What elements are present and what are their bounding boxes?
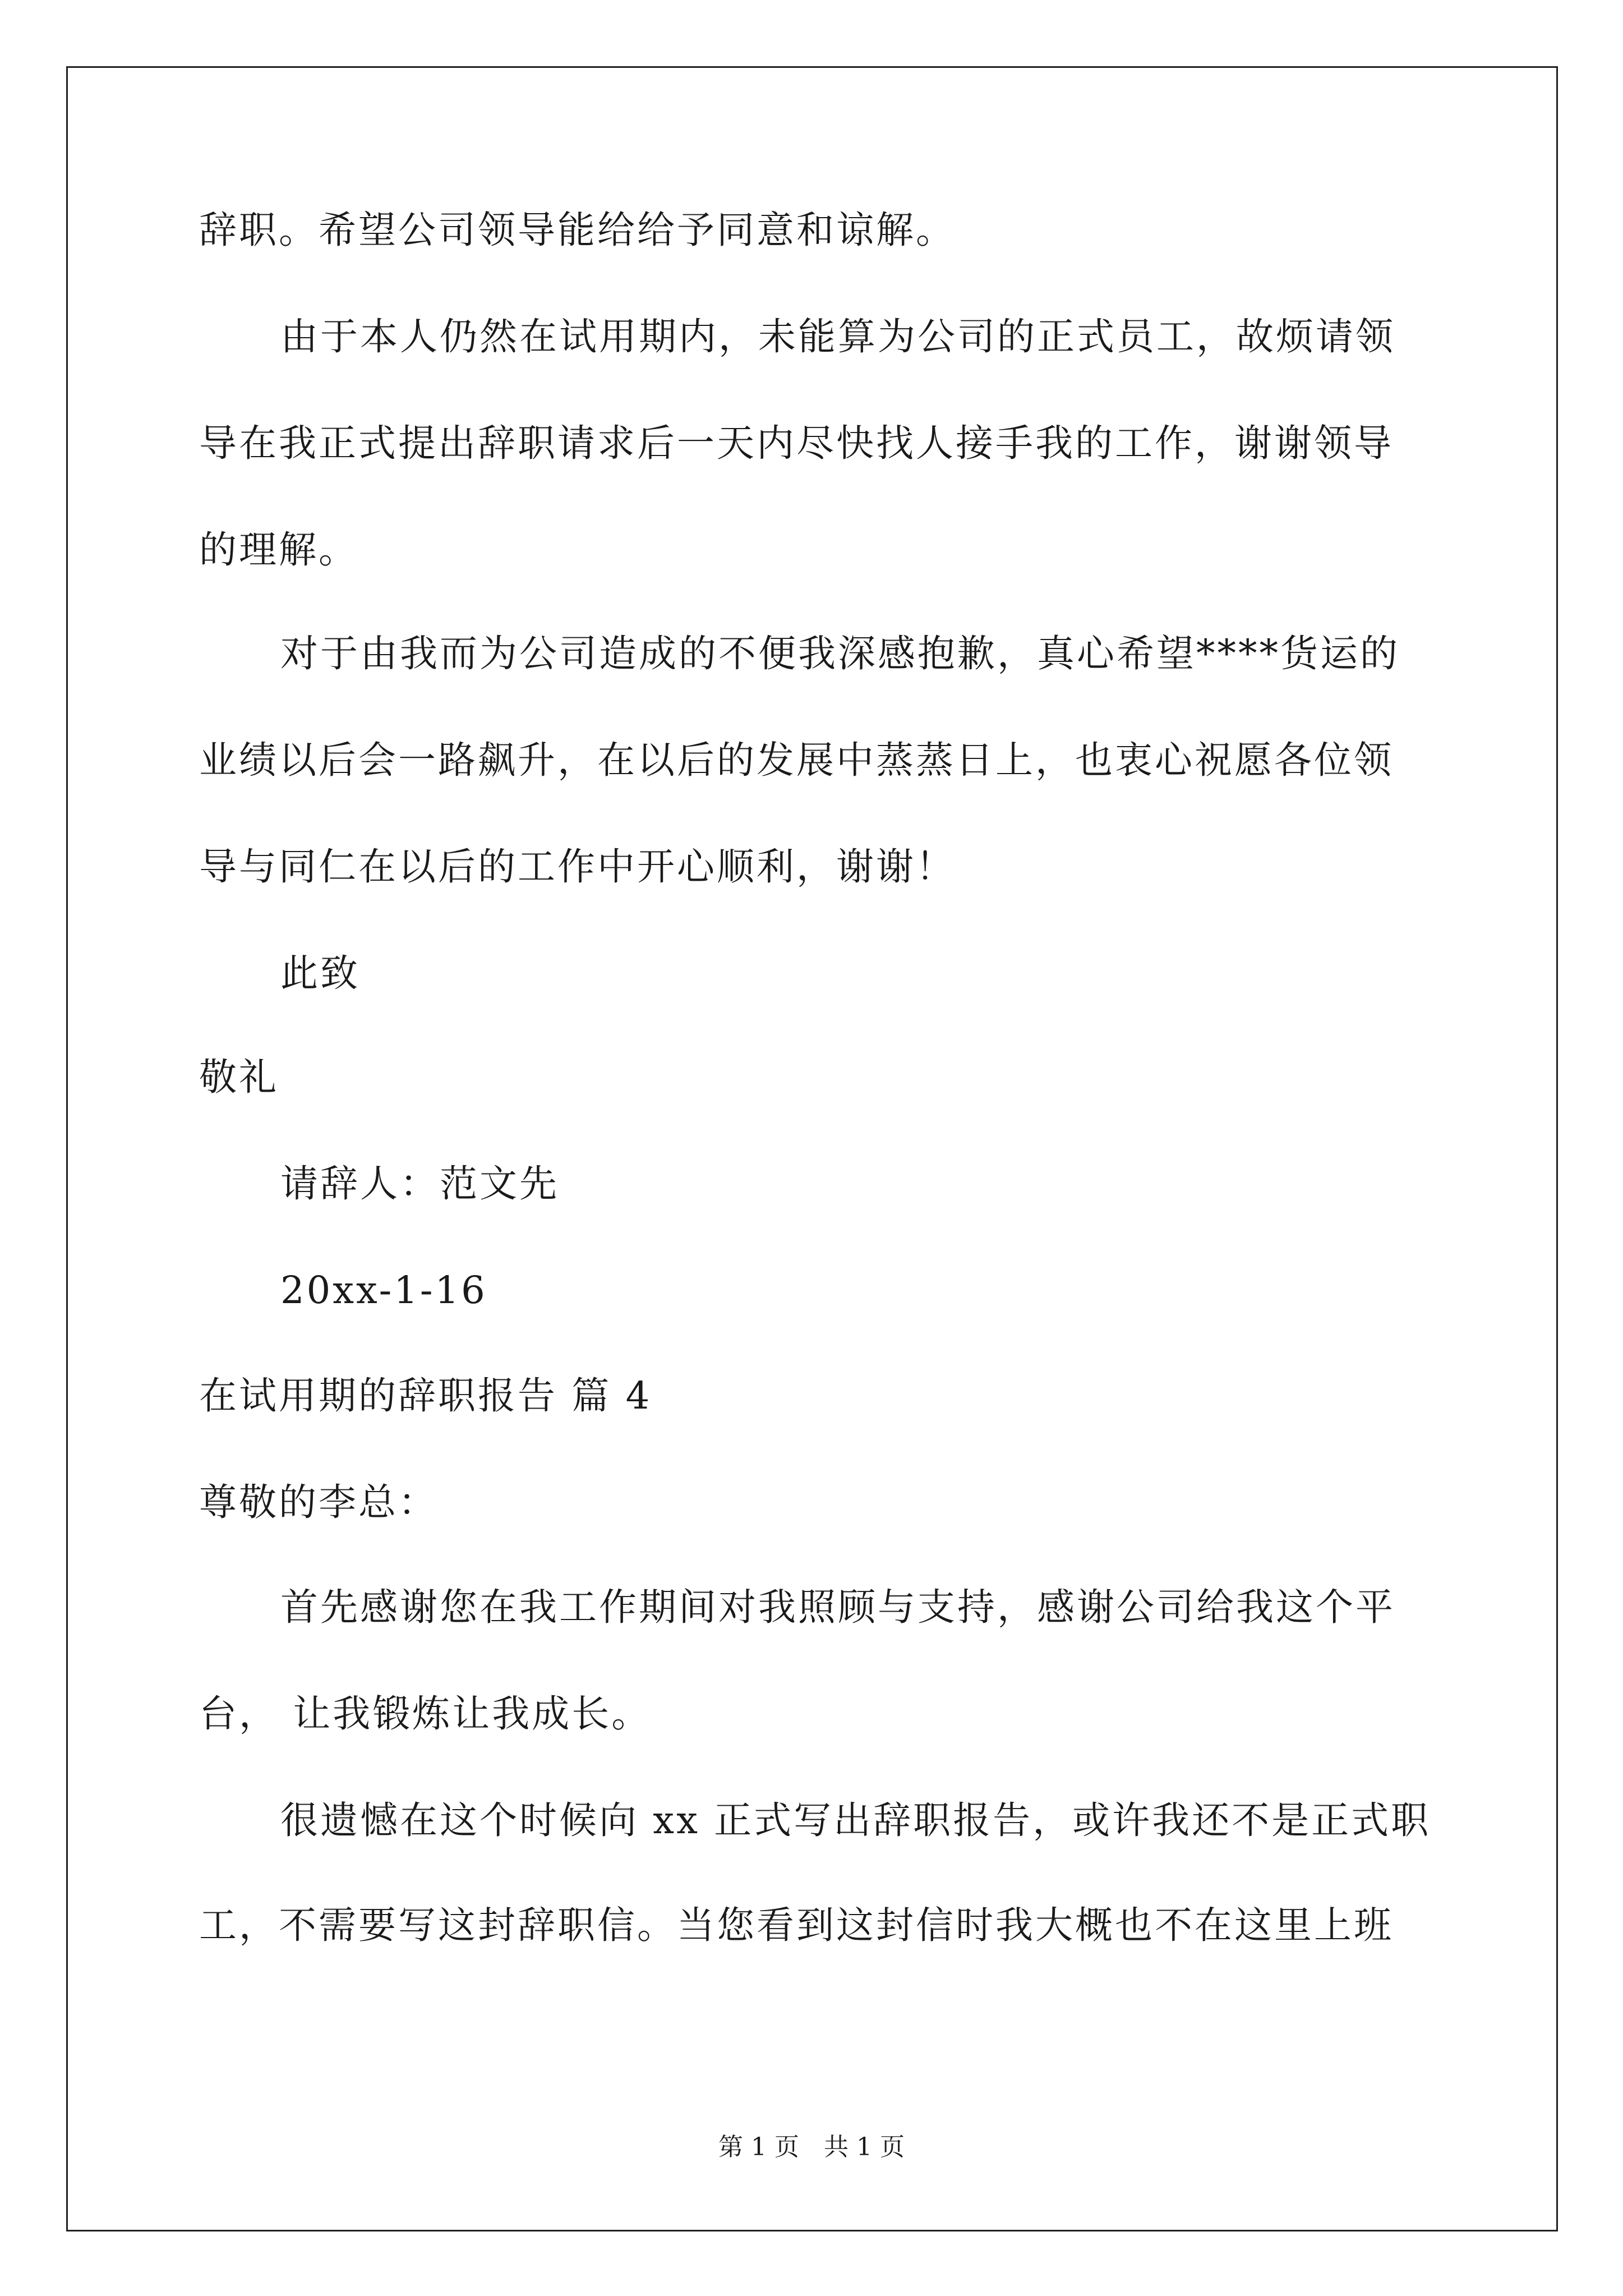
closing-line: 敬礼	[199, 1055, 279, 1099]
salutation-line: 尊敬的李总：	[199, 1480, 438, 1524]
signature-line: 请辞人：范文先	[280, 1162, 559, 1205]
closing-line: 此致	[280, 951, 360, 995]
body-line: 导与同仁在以后的工作中开心顺利，谢谢！	[199, 845, 956, 889]
body-line: 业绩以后会一路飙升，在以后的发展中蒸蒸日上，也衷心祝愿各位领	[199, 738, 1394, 782]
body-line: 很遗憾在这个时候向 xx 正式写出辞职报告，或许我还不是正式职	[280, 1798, 1431, 1842]
body-line: 首先感谢您在我工作期间对我照顾与支持，感谢公司给我这个平	[280, 1585, 1395, 1629]
body-line: 辞职。希望公司领导能给给予同意和谅解。	[199, 208, 956, 252]
body-line: 工，不需要写这封辞职信。当您看到这封信时我大概也不在这里上班	[199, 1903, 1394, 1947]
section-heading: 在试用期的辞职报告 篇 4	[199, 1374, 652, 1418]
body-line: 导在我正式提出辞职请求后一天内尽快找人接手我的工作，谢谢领导	[199, 421, 1394, 465]
date-line: 20xx-1-16	[280, 1268, 487, 1312]
page-footer: 第 1 页 共 1 页	[718, 2133, 905, 2161]
body-line: 的理解。	[199, 528, 358, 572]
body-line: 台， 让我锻炼让我成长。	[199, 1692, 652, 1736]
body-line: 对于由我而为公司造成的不便我深感抱歉，真心希望****货运的	[280, 632, 1400, 675]
body-line: 由于本人仍然在试用期内，未能算为公司的正式员工，故烦请领	[280, 315, 1395, 358]
